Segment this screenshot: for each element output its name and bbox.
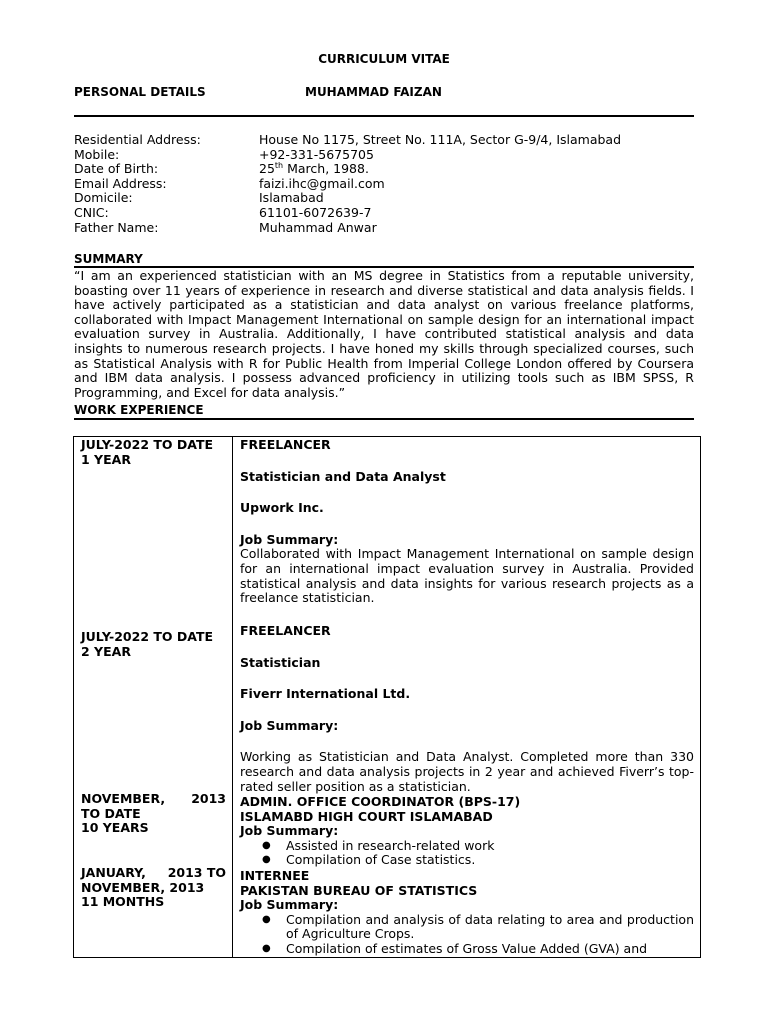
period-line	[81, 792, 226, 807]
job-period	[81, 792, 226, 836]
job-entry	[240, 438, 694, 606]
period-duration: 11 MONTHS	[81, 894, 165, 910]
detail-row-email	[74, 177, 694, 192]
detail-row-cnic	[74, 206, 694, 221]
period-duration: 1 YEAR	[81, 451, 131, 467]
period-line: TO DATE	[81, 805, 141, 821]
detail-value: 61101-6072639-7	[259, 204, 372, 220]
detail-value	[259, 162, 694, 177]
summary-heading: SUMMARY	[74, 252, 143, 266]
job-organization: PAKISTAN BUREAU OF STATISTICS	[240, 882, 478, 898]
summary-text: “I am an experienced statistician with an MS degree in Statistics from a reputable university, boasting over 11 years of experience in research and diverse statistical and data analysis fields. I have actively participated as a statistician and data analyst on various freelance platforms, collaborated with Impact Management International on sample design for an international impact evaluation survey in Australia. Additionally, I have contributed statistical analysis and data insights to numerous research projects. I have honed my skills through specialized courses, such as Statistical Analysis with R for Public Health from Imperial College London offered by Coursera and IBM data analysis. I possess advanced proficiency in utilizing tools such as IBM SPSS, R Programming, and Excel for data analysis.”	[74, 268, 694, 400]
job-role: ADMIN. OFFICE COORDINATOR (BPS-17)	[240, 794, 521, 809]
duty-text: Compilation of Case statistics.	[286, 852, 476, 868]
detail-value: +92-331-5675705	[259, 146, 374, 162]
column-divider	[232, 437, 233, 957]
job-role: Statistician	[240, 654, 321, 670]
document-title: CURRICULUM VITAE	[318, 52, 450, 66]
detail-label: Email Address:	[74, 175, 167, 191]
work-experience-heading: WORK EXPERIENCE	[74, 403, 204, 417]
period-year: 2013 TO	[167, 865, 226, 880]
dob-suffix: th	[274, 161, 284, 171]
job-period	[81, 866, 226, 910]
bullet-icon: ●	[262, 854, 271, 866]
detail-row-father	[74, 221, 694, 236]
detail-label: Father Name:	[74, 219, 159, 235]
work-rule	[74, 418, 694, 420]
duty-text: Compilation and analysis of data relating to area and production of Agriculture Crops.	[286, 911, 694, 942]
period-line: JULY-2022 TO DATE	[81, 629, 214, 644]
job-entry	[240, 624, 694, 794]
period-month: NOVEMBER,	[81, 791, 166, 806]
detail-row-dob	[74, 162, 694, 177]
job-summary-label: Job Summary:	[240, 823, 339, 839]
dob-day: 25	[259, 161, 275, 177]
job-entry	[240, 795, 694, 868]
detail-label: CNIC:	[74, 204, 109, 220]
detail-label: Domicile:	[74, 190, 133, 206]
detail-value: Islamabad	[259, 190, 324, 206]
job-duties-list	[240, 913, 694, 957]
job-type: FREELANCER	[240, 623, 331, 638]
job-role: Statistician and Data Analyst	[240, 468, 446, 484]
personal-details-table	[74, 133, 694, 235]
detail-row-address	[74, 133, 694, 148]
job-summary-text: Collaborated with Impact Management International on sample design for an international impact evaluation survey in Australia. Provided statistical analysis and data insights for various research projects as a freelance statistician.	[240, 546, 694, 606]
bullet-icon: ●	[262, 913, 271, 925]
job-organization: Fiverr International Ltd.	[240, 686, 411, 702]
job-organization: Upwork Inc.	[240, 500, 324, 516]
job-summary-text: Working as Statistician and Data Analyst. Completed more than 330 research and data analysis projects in 2 year and achieved Fiverr’s top-rated seller position as a statistician.	[240, 749, 694, 794]
dob-rest: March, 1988.	[283, 161, 369, 177]
detail-row-mobile	[74, 148, 694, 163]
job-period	[81, 630, 226, 659]
work-experience-table	[73, 436, 701, 958]
job-entry	[240, 869, 694, 957]
duty-text: Compilation of estimates of Gross Value Added (GVA) and	[286, 940, 648, 956]
detail-value: Muhammad Anwar	[259, 219, 377, 235]
job-duties-list	[240, 839, 694, 868]
detail-label: Date of Birth:	[74, 161, 159, 177]
job-summary-label: Job Summary:	[240, 717, 339, 733]
period-line	[81, 866, 226, 881]
bullet-icon: ●	[262, 942, 271, 954]
personal-details-heading: PERSONAL DETAILS	[74, 85, 206, 99]
period-year: 2013	[191, 791, 226, 806]
detail-row-domicile	[74, 191, 694, 206]
list-item	[240, 913, 694, 942]
job-summary-label: Job Summary:	[240, 531, 339, 547]
period-duration: 2 YEAR	[81, 643, 131, 659]
job-type: FREELANCER	[240, 437, 331, 452]
job-summary-label: Job Summary:	[240, 897, 339, 913]
list-item	[240, 942, 694, 957]
detail-value: faizi.ihc@gmail.com	[259, 175, 385, 191]
detail-value: House No 1175, Street No. 111A, Sector G-9/4, Islamabad	[259, 132, 622, 147]
period-line: NOVEMBER, 2013	[81, 879, 205, 895]
detail-label: Mobile:	[74, 146, 120, 162]
duty-text: Assisted in research-related work	[286, 837, 495, 853]
list-item	[240, 839, 694, 854]
period-duration: 10 YEARS	[81, 820, 149, 836]
detail-label: Residential Address:	[74, 132, 201, 147]
header-rule	[74, 115, 694, 117]
bullet-icon: ●	[262, 839, 271, 851]
list-item	[240, 853, 694, 868]
job-period	[81, 438, 226, 467]
job-organization: ISLAMABD HIGH COURT ISLAMABAD	[240, 808, 493, 824]
job-role: INTERNEE	[240, 868, 310, 883]
candidate-name: MUHAMMAD FAIZAN	[305, 85, 442, 99]
period-line: JULY-2022 TO DATE	[81, 437, 214, 452]
period-month: JANUARY,	[81, 865, 146, 880]
